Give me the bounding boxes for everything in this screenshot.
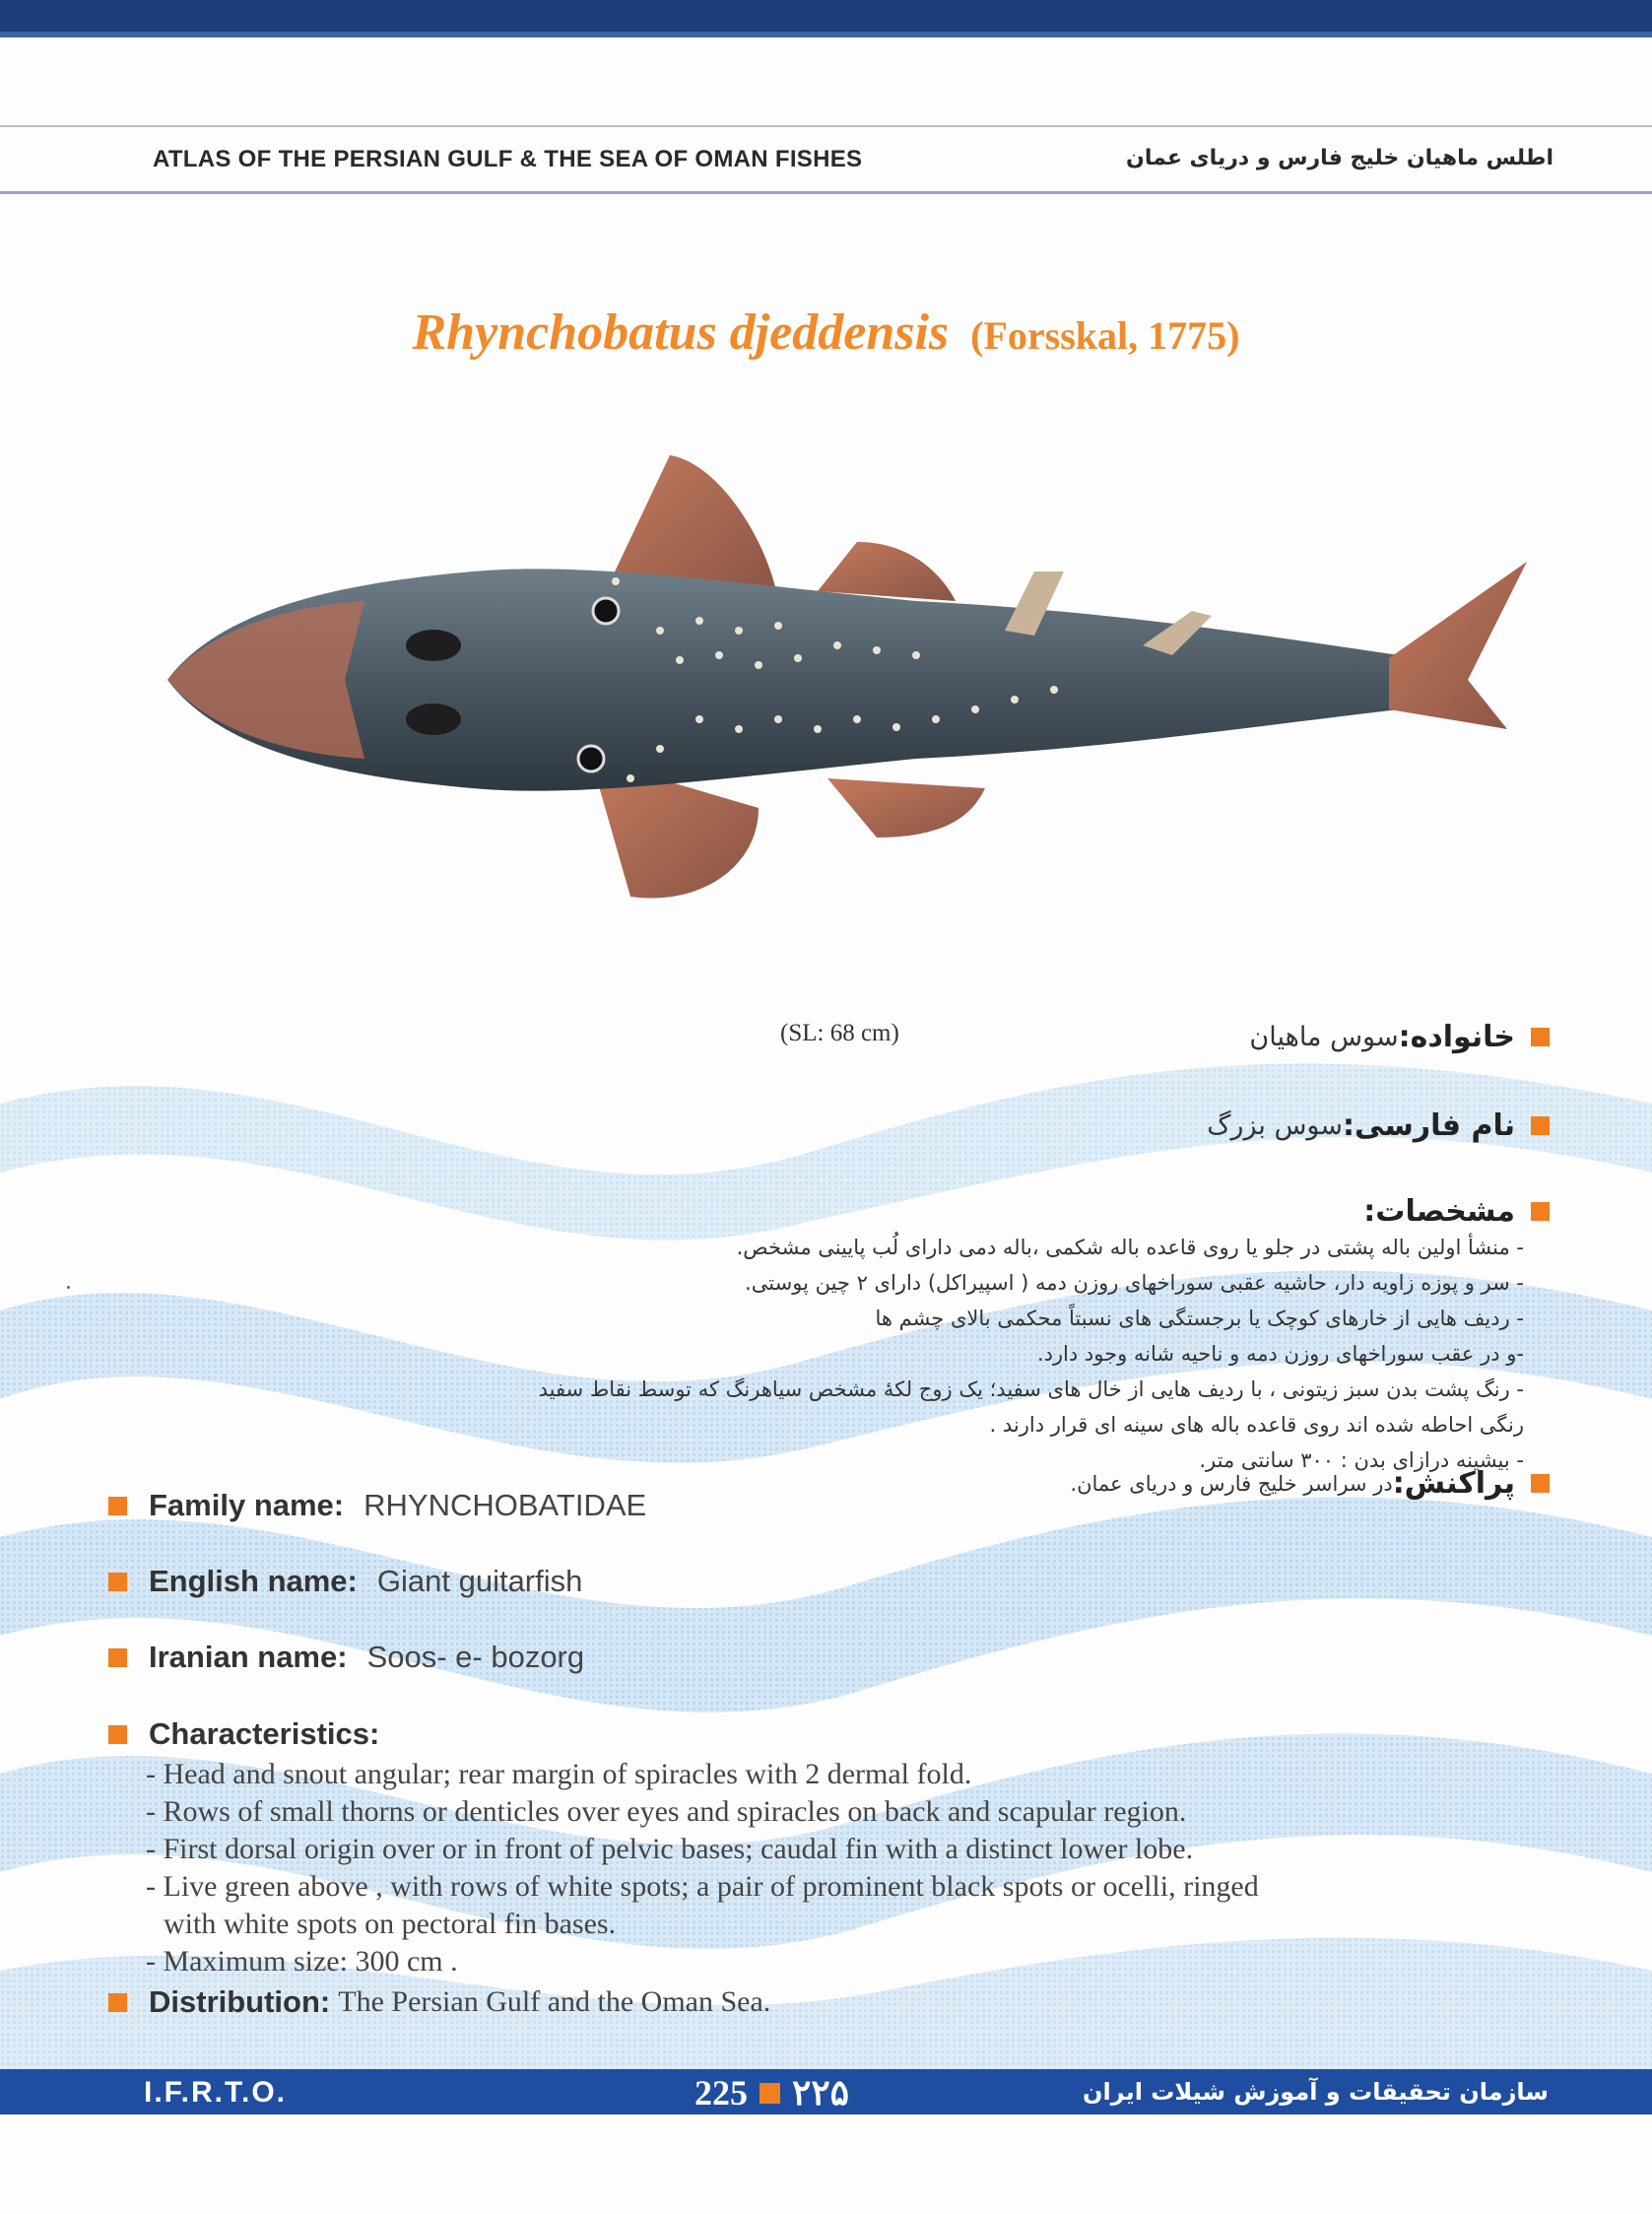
fa-name-label: نام فارسی: — [1343, 1108, 1515, 1143]
en-english-name-label: English name: — [149, 1564, 358, 1598]
en-characteristic-line: - Live green above , with rows of white spots; a pair of prominent black spots or ocelli, ringed — [146, 1870, 1259, 1903]
header-title-english: ATLAS OF THE PERSIAN GULF & THE SEA OF OMAN FISHES — [153, 146, 863, 172]
fa-family-label: خانواده: — [1398, 1020, 1515, 1054]
fa-distribution-value: در سراسر خلیج فارس و دریای عمان. — [1070, 1471, 1393, 1496]
fa-characteristic-line: - منشأ اولین باله پشتی در جلو یا روی قاعده باله شکمی ،باله دمی دارای لُب پایینی مشخص. — [736, 1236, 1524, 1259]
page-number-persian: ۲۲۵ — [792, 2073, 850, 2113]
en-characteristic-line: - First dorsal origin over or in front of pelvic bases; caudal fin with a distinct lower lobe. — [146, 1833, 1194, 1865]
en-iranian-name-row — [108, 1640, 584, 1675]
en-iranian-name-value: Soos- e- bozorg — [366, 1640, 585, 1674]
fa-characteristic-line: - ردیف هایی از خارهای کوچک یا برجستگی های نسبتاً محکمی بالای چشم ها — [875, 1307, 1524, 1330]
en-characteristics-label: Characteristics: — [149, 1716, 380, 1751]
fish-illustration — [167, 434, 1547, 966]
bullet-square-icon — [108, 1725, 127, 1744]
footer-organization-name: سازمان تحقیقات و آموزش شیلات ایران — [1083, 2078, 1549, 2106]
fa-name-row — [1207, 1108, 1550, 1143]
bullet-square-icon — [1531, 1202, 1550, 1221]
species-title — [0, 303, 1652, 362]
bullet-square-icon — [1531, 1028, 1550, 1046]
page-number — [694, 2072, 849, 2113]
en-distribution-value: The Persian Gulf and the Oman Sea. — [338, 1985, 771, 2018]
fa-characteristic-line: - رنگ پشت بدن سبز زیتونی ، با ردیف هایی از خال های سفید؛ یک زوج لکۀ مشخص سیاهرنگ که توسط نقاط سفید — [538, 1377, 1524, 1401]
fa-distribution-label: پراکنش: — [1392, 1466, 1515, 1501]
en-english-name-value: Giant guitarfish — [376, 1564, 583, 1598]
fa-characteristics-row — [1363, 1194, 1550, 1229]
en-characteristic-line: with white spots on pectoral fin bases. — [164, 1908, 617, 1940]
bullet-square-icon — [108, 1497, 127, 1515]
bullet-square-icon — [108, 1993, 127, 2012]
en-characteristics-list — [146, 1756, 1259, 1980]
fa-characteristic-line: رنگی احاطه شده اند روی قاعده باله های سینه ای قرار دارند . — [989, 1413, 1524, 1437]
bullet-square-icon — [1531, 1116, 1550, 1135]
en-characteristics-row — [108, 1716, 379, 1752]
header-title-persian: اطلس ماهیان خلیج فارس و دریای عمان — [1126, 146, 1553, 170]
species-author: (Forsskal, 1775) — [970, 313, 1240, 358]
fa-characteristic-line: -و در عقب سوراخهای روزن دمه و ناحیه شانه وجود دارد. — [1036, 1342, 1524, 1366]
fa-characteristic-line: - بیشینه درازای بدن : ۳۰۰ سانتی متر. — [1199, 1448, 1524, 1472]
en-english-name-row — [108, 1564, 582, 1599]
fa-distribution-row — [1070, 1466, 1550, 1501]
en-iranian-name-label: Iranian name: — [149, 1640, 348, 1674]
bottom-margin — [0, 2114, 1652, 2214]
fa-name-value: سوس بزرگ — [1207, 1110, 1343, 1141]
footer-bar — [0, 2069, 1652, 2114]
bullet-square-icon — [1531, 1474, 1550, 1493]
top-color-band — [0, 0, 1652, 32]
en-characteristic-line: - Head and snout angular; rear margin of spiracles with 2 dermal fold. — [146, 1758, 972, 1790]
fa-family-value: سوس ماهیان — [1249, 1022, 1399, 1052]
header-rule-top — [0, 125, 1652, 127]
en-family-row — [108, 1488, 646, 1523]
fa-characteristics-label: مشخصات: — [1363, 1194, 1515, 1229]
en-distribution-row — [108, 1984, 770, 2020]
fa-characteristic-line: - سر و پوزه زاویه دار، حاشیه عقبی سوراخهای روزن دمه ( اسپیراکل) دارای ۲ چین پوستی. — [745, 1271, 1524, 1295]
scientific-name: Rhynchobatus djeddensis — [412, 304, 950, 361]
scan-speck — [67, 1286, 70, 1289]
en-family-label: Family name: — [149, 1488, 345, 1522]
en-distribution-label: Distribution: — [149, 1984, 331, 2019]
standard-length-label: (SL: 68 cm) — [780, 1020, 899, 1046]
fa-family-row — [1249, 1020, 1550, 1054]
header-rule-bottom — [0, 191, 1652, 194]
en-characteristic-line: - Maximum size: 300 cm . — [146, 1945, 458, 1978]
footer-organization-abbr: I.F.R.T.O. — [144, 2076, 288, 2109]
bullet-square-icon — [108, 1648, 127, 1667]
page-number-english: 225 — [694, 2073, 748, 2113]
bullet-square-icon — [108, 1573, 127, 1591]
en-family-value: RHYNCHOBATIDAE — [363, 1488, 647, 1522]
fa-characteristics-list — [539, 1230, 1524, 1478]
bullet-square-icon — [760, 2083, 780, 2104]
en-characteristic-line: - Rows of small thorns or denticles over eyes and spiracles on back and scapular region. — [146, 1795, 1187, 1828]
top-color-band-secondary — [0, 32, 1652, 37]
